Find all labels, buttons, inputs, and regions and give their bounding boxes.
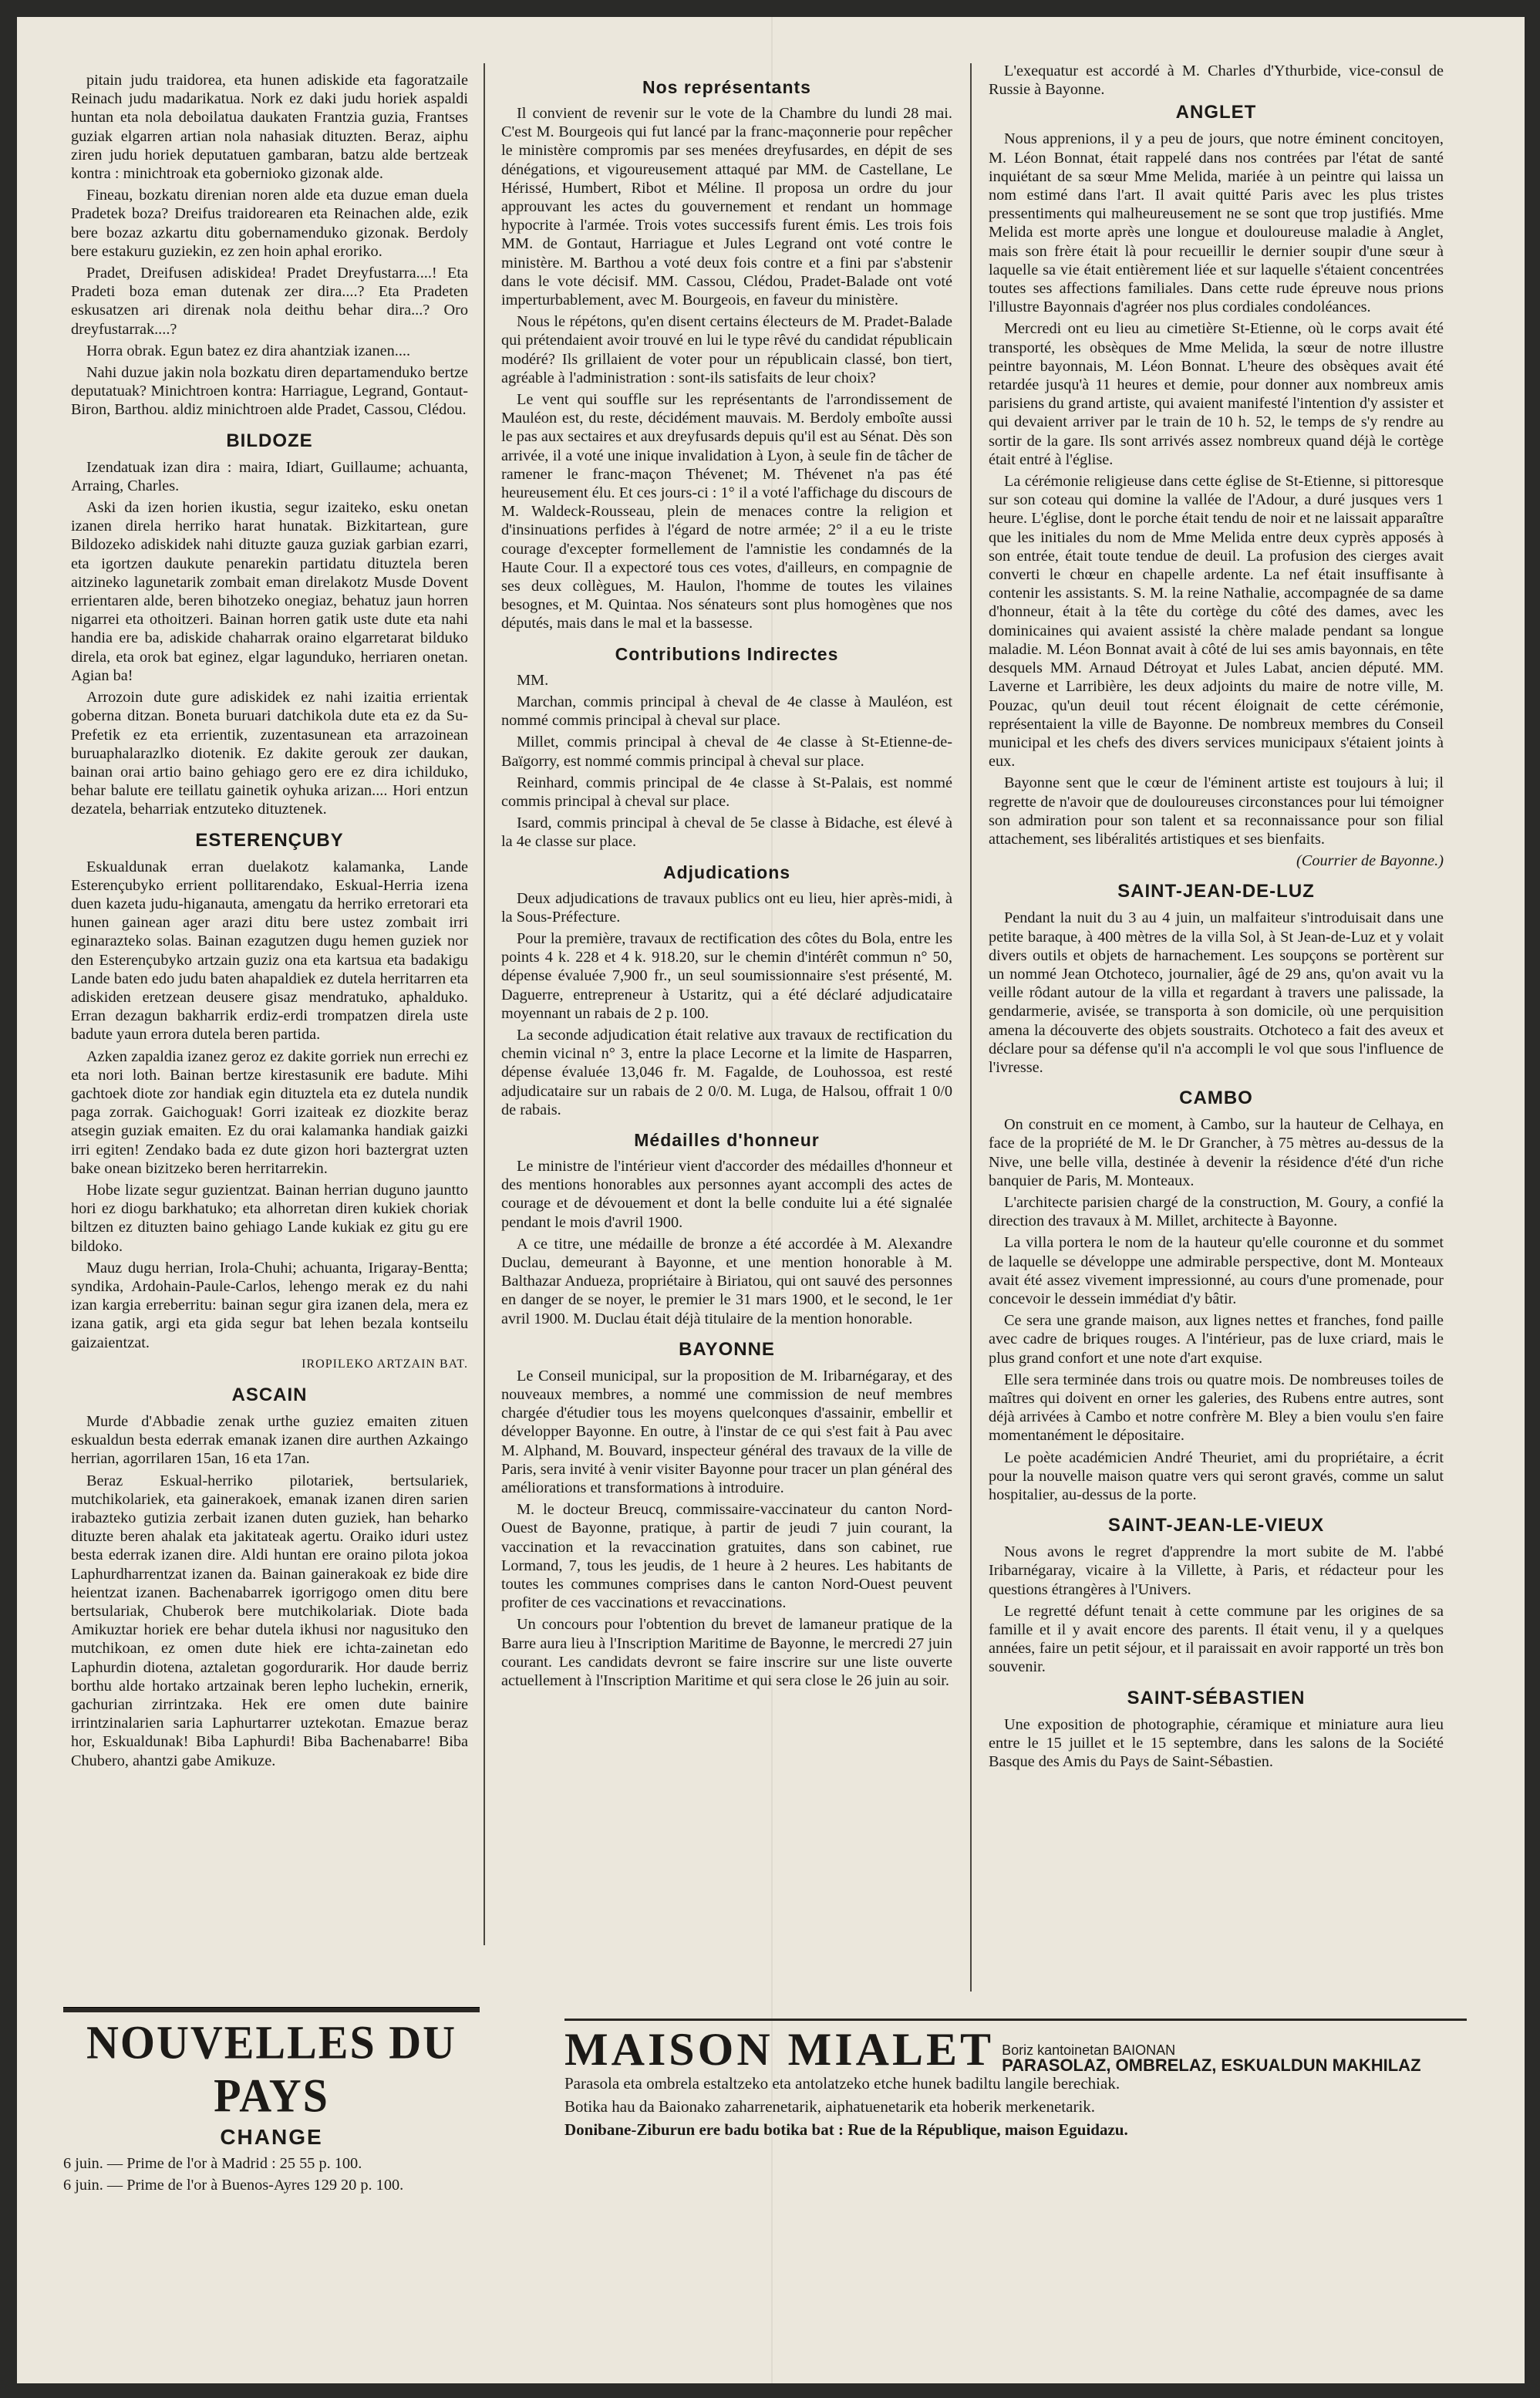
section-heading: Adjudications [662,862,791,882]
paragraph: Bayonne sent que le cœur de l'éminent artiste est toujours à lui; il regrette de n'avoir que de douloureuses circonstances pour lui témoigner son admiration pour son talent et sa reconnaissance pour son filial attachement, ses libéralités artistiques et ses bienfaits. [989,774,1444,848]
paragraph: Nous le répétons, qu'en disent certains électeurs de M. Pradet-Balade qui prétendaient avoir trouvé en lui le type rêvé du candidat républicain modéré? Ils grillaient de voter pour un républicain classé, bon tiert, agréable à l'administration : sont-ils satisfaits de leur choix? [501,313,952,386]
paragraph: Il convient de revenir sur le vote de la Chambre du lundi 28 mai. C'est M. Bourgeois qui fut lancé par la franc-maçonnerie pour repêcher le ministère compromis par ses menées dreyfusardes, en dépit de ses dénégations, et vigoureusement attaqué par MM. de Castellane, Le Hérissé, Humbert, Ribot et Méline. Il proposa un ordre du jour approuvant les actes du gouvernement et rendant un hommage hypocrite à l'armée. Trois votes successifs furent émis. Les trois fois MM. de Gontaut, Harriague et Jules Legrand ont voté contre le ministère. M. Barthou a voté deux fois contre et a fini par s'abstenir dans le vote décisif. MM. Cassou, Clédou, Pradet-Balade ont voté imperturbablement, avec M. Bourgeois, en faveur du ministère. [501,105,952,309]
column-rule [970,63,972,1992]
paragraph: Beraz Eskual-herriko pilotariek, bertsulariek, mutchikolariek, eta gainerakoek, emanak izanen diren sarien irabazteko gutizia zerbait izanen duten guziek, han beharko dituzte beren ahalak eta jakitateak agertu. Oraiko iduri ustez besta ederrak izanen dire. Aldi huntan ere oraino pilota jokoa Laphurdharrentzat izanen da. Bainan gainerakoak ez bide dire heientzat izanen. Bachenabarrek igorrigogo omen ditu bere bertsulariak, Chuberok bere mutchikolariak. Diote bada Amikuztar horiek ere behar dutela ikhusi nor nagusituko den mutchikoan, ez omen dute hiek ere ichta-zainetan edo Laphurdin diotena, aztaletan gogordurarik. Hor daude berriz borthu alde hortako artzainak beren lepho luchekin, ernerik, gachurian zirrintzaka. Hek ere omen dute bainire irrintzinalarien saria Laphurtarrer uztekotan. Emazue beraz hor, Eskualdunak! Biba Laphurdi! Biba Bachenabarre! Biba Chubero, ahantzi gabe Amikuze. [71,1472,468,1769]
ad-line: Donibane-Ziburun ere badu botika bat : Rue de la République, maison Eguidazu. [564,2120,1128,2139]
newspaper-page [17,17,1525,2383]
paragraph: Mauz dugu herrian, Irola-Chuhi; achuanta, Irigaray-Bentta; syndika, Ardohain-Paule-Carlos, lehengo merak ez du nahi izan kargia erreberritu: bainan segur gira izanen dela, mera ez izana gatik, argi eta gida segur bat lehen bezala kontseilu gaizaientzat. [71,1259,468,1351]
paragraph: Hobe lizate segur guzientzat. Bainan herrian duguno jauntto hori ez diogu barkhatuko; eta alhorretan diren kukiek choriak biltzen ez dituzten baino gehiago Lande kukiak ez gitu gu ere bildoko. [71,1181,468,1255]
paragraph: Nahi duzue jakin nola bozkatu diren departamenduko bertze deputatuak? Minichtroen kontra: Harriague, Legrand, Gontaut-Biron, Barthou. aldiz minichtroen alde Pradet, Cassou, Clédou. [71,364,468,419]
section-heading: ANGLET [1175,102,1257,123]
paragraph: Le Conseil municipal, sur la proposition de M. Iribarnégaray, et des nouveaux membres, a nommé une commission de neuf membres chargée d'étudier tous les moyens quelconques d'assainir, embellir et développer Bayonne. En outre, à l'instar de ce qui s'est fait à Pau avec M. Alphand, M. Bouvard, inspecteur général des travaux de la ville de Paris, sera invité à venir visiter Bayonne pour tracer un plan général des améliorations et transformations à introduire. [501,1367,952,1496]
exchange-line: 6 juin. — Prime de l'or à Buenos-Ayres 129 20 p. 100. [63,2177,404,2194]
column-rule [484,63,485,1945]
paragraph: Elle sera terminée dans trois ou quatre mois. De nombreuses toiles de maîtres qui doivent en orner les galeries, des Rubens entre autres, sont déjà arrivées à Cambo et notre confrère M. Bley a bien voulu s'en faire momentanément le dépositaire. [989,1371,1444,1445]
section-heading: ASCAIN [231,1384,308,1405]
paragraph: L'exequatur est accordé à M. Charles d'Ythurbide, vice-consul de Russie à Bayonne. [989,62,1444,99]
paragraph: Fineau, bozkatu direnian noren alde eta duzue eman duela Pradetek boza? Dreifus traidorearen eta Reinachen alde, ezik bere bozaz azkartu ditu gobernamenduko gizonak. Berdoly bere estakuru guziekin, ez zen hoin aphal eroriko. [71,187,468,260]
change-heading: CHANGE [220,2125,323,2149]
paragraph: Nous avons le regret d'apprendre la mort subite de M. l'abbé Iribarnégaray, vicaire à la Villette, à Paris, et rédacteur pour les questions étrangères à l'Univers. [989,1543,1444,1598]
section-heading: SAINT-JEAN-LE-VIEUX [1107,1515,1325,1536]
advertisement [564,2019,1467,2143]
paragraph: Murde d'Abbadie zenak urthe guziez emaiten zituen eskualdun besta ederrak emanak izanen dire aurthen Azkaingo herrian, agorrilaren 15an, 16 eta 17an. [71,1413,468,1468]
paragraph: Izendatuak izan dira : maira, Idiart, Guillaume; achuanta, Arraing, Charles. [71,458,468,494]
paragraph: Le poète académicien André Theuriet, ami du propriétaire, a écrit pour la nouvelle maison quatre vers qui seront gravés, comme un salut hospitalier, au-dessus de la porte. [989,1449,1444,1504]
section-heading: BAYONNE [679,1338,775,1360]
ad-side-line: PARASOLAZ, OMBRELAZ, ESKUALDUN MAKHILAZ [1002,2056,1421,2075]
paragraph: On construit en ce moment, à Cambo, sur la hauteur de Celhaya, en face de la propriété de M. le Dr Grancher, à 75 mètres au-dessus de la Nive, une belle villa, destinée à devenir la résidence d'été d'un riche banquier de Paris, M. Monteaux. [989,1116,1444,1189]
paragraph: Arrozoin dute gure adiskidek ez nahi izaitia errientak goberna ditzan. Boneta buruari datchikola dute eta ez da Su-Prefetik ez eta errientik, zuzentasunean eta arrazoinean buruaphalarazlko diotenik. Ez dakite gerouk zer daukan, bainan orai artio baino gehiago gero ere ez dira ichilduko, behar balute ere teillatu gainetik oyhuka arizan.... Hori entzun dezatela, beharriak entzuteko dituztenek. [71,689,468,818]
exchange-line: 6 juin. — Prime de l'or à Madrid : 25 55 p. 100. [63,2155,362,2172]
paragraph: L'architecte parisien chargé de la construction, M. Goury, a confié la direction des travaux à M. Millet, architecte à Bayonne. [989,1193,1444,1230]
paragraph: La cérémonie religieuse dans cette église de St-Etienne, si pittoresque sur son coteau qui domine la vallée de l'Adour, a duré jusques vers 1 heure. L'église, dont le porche était tendu de noir et ne laissait apparaître que les initiales du nom de Mme Melida entre deux cyprès apposés à son entrée, était toute tendue de deuil. La profusion des cierges avait converti le chœur en chapelle ardente. La nef était insuffisante à contenir les assistants. S. M. la reine Nathalie, accompagnée de sa dame d'honneur, était à la tête du cortège du côté des dames, avec les dominicaines qui avaient assisté la chère malade pendant sa longue maladie. M. Léon Bonnat avait à côté de lui ses amis bayonnais, en tête desquels MM. Arnaud Détroyat et Jules Labat, ancien député. MM. Laverne et Larribière, les deux adjoints du maire de notre ville, M. Pouzac, qu'un deuil tout récent éloignait de cette cérémonie, représentaient la ville de Bayonne. De nombreux membres du Conseil municipal et les chefs des divers services municipaux s'étaient joints à eux. [989,473,1444,771]
paragraph: Une exposition de photographie, céramique et miniature aura lieu entre le 15 juillet et le 15 septembre, dans les salons de la Société Basque des Amis du Pays de Saint-Sébastien. [989,1715,1444,1771]
source-credit: (Courrier de Bayonne.) [1296,852,1444,870]
paragraph: Eskualdunak erran duelakotz kalamanka, Lande Esterençubyko errient pollitarendako, Eskual-Herria izena duen kazeta judu-higanauta, amengatu da herriko erretorari eta hunen gainean ager arazi ditu bere ustez zombait irri eginarazteko solas. Bainan ezagutzen dugu hemen guziek nor den Esterençubyko artzain guziz ona eta kartsua eta badakigu Lande baten edo judu baten ahapaldiek ez dutela herritarren eta adiskiden eretzean deusere gisaz mendratuko, aphalduko. Erran dezagun bakharrik erdiz-erdi trompatzen direla uste badute yaun errora dutela beren partida. [71,858,468,1044]
paragraph: Isard, commis principal à cheval de 5e classe à Bidache, est élevé à la 4e classe sur place. [501,815,952,851]
section-heading: Nos représentants [642,77,811,97]
paragraph: pitain judu traidorea, eta hunen adiskide eta fagoratzaile Reinach judu madarikatua. Nork ez daki judu horiek aspaldi huntan eta nola deboilatua daukaten Frantzia guzia, Frantses guziak elgarren artian nola nahasiak dituzten. Beraz, aiphu ziren judu horiek deputatuen gambaran, batzu alde bertzeak kontra : minichtroak eta gobernioko gizonak alde. [71,72,468,183]
ad-line: Parasola eta ombrela estaltzeko eta antolatzeko etche hunek badiltu langile berechiak. [564,2074,1120,2093]
paragraph: La seconde adjudication était relative aux travaux de rectification du chemin vicinal n° 3, entre la place Lecorne et la limite de Hasparren, dépense évaluée 13,046 fr. M. Fagalde, de Louhossoa, est resté adjudicataire sur un rabais de 2 0/0. M. Luga, de Halsou, offrait 1 0/0 de rabais. [501,1026,952,1118]
section-heading: SAINT-JEAN-DE-LUZ [1117,881,1315,902]
paragraph: Reinhard, commis principal de 4e classe à St-Palais, est nommé commis principal à cheval sur place. [501,774,952,810]
section-heading: ESTERENÇUBY [195,829,344,851]
paragraph: Ce sera une grande maison, aux lignes nettes et franches, fond paille avec cadre de briques rouges. A l'intérieur, pas de luxe criard, mais le plus grand confort et une note d'art exquise. [989,1312,1444,1367]
paragraph: Millet, commis principal à cheval de 4e classe à St-Etienne-de-Baïgorry, est nommé commis principal à cheval sur place. [501,734,952,770]
paragraph: Pour la première, travaux de rectification des côtes du Bola, entre les points 4 k. 228 et 4 k. 918.20, sur le chemin d'intérêt commun n° 50, dépense évaluée 7,900 fr., un seul soumissionnaire s'est présenté, M. Daguerre, entrepreneur à Ustaritz, qui a été déclaré adjudicataire moyennant un rabais de 2 p. 100. [501,929,952,1022]
paragraph: La villa portera le nom de la hauteur qu'elle couronne et du sommet de laquelle se développe une admirable perspective, dont M. Monteaux avait été assez vivement impressionné, au cours d'une promenade, pour concevoir le dessein immédiat d'y bâtir. [989,1234,1444,1307]
paragraph: Marchan, commis principal à cheval de 4e classe à Mauléon, est nommé commis principal à cheval sur place. [501,693,952,730]
signature: IROPILEKO ARTZAIN BAT. [302,1357,468,1371]
section-heading: CAMBO [1179,1088,1253,1109]
nouvelles-title: NOUVELLES DU PAYS [86,2015,457,2123]
ad-side-line: Boriz kantoinetan BAIONAN [1002,2042,1176,2058]
column-right [989,62,1444,1913]
paragraph: Pendant la nuit du 3 au 4 juin, un malfaiteur s'introduisait dans une petite baraque, à 400 mètres de la villa Sol, à St Jean-de-Luz et y volait divers outils et objets de harnachement. Les soupçons se portèrent sur un nommé Jean Otchoteco, journalier, âgé de 29 ans, qu'on avait vu la veille rôdant autour de la villa et regardant à travers une palissade, la gendarmerie, avisée, se transporta à son domicile, où une perquisition amena la découverte des objets soustraits. Otchoteco a fait des aveux et déclare pour sa défense qu'il n'a accompli le vol que sous l'influence de l'ivresse. [989,909,1444,1076]
section-heading: BILDOZE [226,430,313,451]
paragraph: Le regretté défunt tenait à cette commune par les origines de sa famille et il y avait encore des parents. Il était venu, il y a quelques années, faire un petit séjour, et il paraissait en avoir rapporté un très bon souvenir. [989,1602,1444,1676]
paragraph: Aski da izen horien ikustia, segur izaiteko, esku onetan izanen direla herriko harat hunatak. Bizkitartean, gure Bildozeko adiskidek nahi dituzte gauza guziak garbian ezarri, eta igortzen daukute penarekin partidatu dituztela beren aitzineko lagunetarik zombait eman direlakotz Musde Dovent errientaren alde, beren bihotzeko onegiaz, behatuz jaun horren nigarrei eta othoitzeri. Bainan horren gatik uste dute eta nahi handia ere ba, adiskide chaharrak oraino elgarretarat bilduko direla, eta orok bat eginez, elgar lagunduko, herriaren onetan. Agian ba! [71,499,468,684]
paragraph: Pradet, Dreifusen adiskidea! Pradet Dreyfustarra....! Eta Pradeti boza eman dutenak zer dira....? Eta Pradeten eskusatzen ari direnak nola deithu behar dira...? Oro dreyfustarrak....? [71,265,468,338]
column-middle [501,77,952,1913]
ad-brand: MAISON MIALET [564,2024,995,2075]
ad-side-text [1002,2042,1420,2073]
paragraph: Deux adjudications de travaux publics ont eu lieu, hier après-midi, à la Sous-Préfecture. [501,889,952,926]
column-left [71,71,468,2015]
paragraph: A ce titre, une médaille de bronze a été accordée à M. Alexandre Duclau, demeurant à Bayonne, et une mention honorable à M. Balthazar Andueza, propriétaire à Biriatou, qui ont sauvé des personnes en danger de se noyer, le premier le 31 mars 1900, et le second, le 1er avril 1900. M. Duclau était déjà titulaire de la mention honorable. [501,1235,952,1327]
paragraph: MM. [517,671,549,689]
paragraph: Nous apprenions, il y a peu de jours, que notre éminent concitoyen, M. Léon Bonnat, était rappelé dans nos contrées par l'état de santé inquiétant de sa sœur Mme Melida, mariée à un peintre qui laissa un nom estimé dans l'art. Il avait quitté Paris avec les plus tristes pressentiments qui malheureusement ne se sont que trop justifiés. Mme Melida est morte après une longue et douloureuse maladie à Anglet, mais son frère était là pour recueillir le dernier soupir d'une sœur à laquelle sa vie était entièrement liée et sur laquelle s'étaient concentrées toutes ses affections familiales. Dans cette rude épreuve nous prions l'illustre Bayonnais d'agréer nos plus cordiales condoléances. [989,130,1444,316]
paragraph: Horra obrak. Egun batez ez dira ahantziak izanen.... [86,342,411,359]
paragraph: Le ministre de l'intérieur vient d'accorder des médailles d'honneur et des mentions honorables aux personnes ayant accompli des actes de courage et de dévouement et dont la belle conduite lui a été signalée pendant le mois d'avril 1900. [501,1157,952,1231]
section-heading: SAINT-SÉBASTIEN [1127,1687,1306,1708]
ad-line: Botika hau da Baionako zaharrenetarik, aiphatuenetarik eta hoberik merkenetarik. [564,2097,1096,2116]
paragraph: Un concours pour l'obtention du brevet de lamaneur pratique de la Barre aura lieu à l'Inscription Maritime de Bayonne, le mercredi 27 juin courant. Les candidats devront se faire inscrire sur une liste ouverte actuellement à l'Inscription Maritime et qui sera close le 26 juin au soir. [501,1616,952,1690]
paragraph: M. le docteur Breucq, commissaire-vaccinateur du canton Nord-Ouest de Bayonne, pratique, à partir de jeudi 7 juin courant, la vaccination et la revaccination gratuites, dans son cabinet, rue Lormand, 7, tous les jeudis, de 1 heure à 2 heures. Les habitants de toutes les communes comprises dans le canton Nord-Ouest peuvent profiter de ces vaccinations et revaccinations. [501,1501,952,1612]
section-heading: Médailles d'honneur [634,1129,820,1150]
nouvelles-block [63,2007,480,2197]
paragraph: Azken zapaldia izanez geroz ez dakite gorriek nun errechi ez eta nori loth. Bainan bertze kirestasunik ere badute. Mihi gachtoek diote zor handiak egin dituztela eta ez dutela nundik paga zorrak. Gaichoguak! Gorri izaiteak ez diozkite beraz atsegin guziak emaiten. Ez du orai kalamanka handiak gaizki irri egiten! Zendako bada ez dute gizon hori baztergrat uzten bake onean bizitzeko beren herritarrekin. [71,1047,468,1177]
paragraph: Le vent qui souffle sur les représentants de l'arrondissement de Mauléon est, du reste, décidément mauvais. M. Berdoly emboîte aussi le pas aux sectaires et aux dreyfusards depuis qu'il est au Sénat. Dès son arrivée, il a voté une inique invalidation à Lyon, à seule fin de tâcher de ramener le franc-maçon Thévenet; M. Thévenet n'a pas été heureusement élu. Et ces jours-ci : 1° il a voté l'affichage du discours de M. Waldeck-Rousseau, plein de menaces contre la religion et d'insinuations perfides à l'égard de notre armée; 2° il a eu le triste courage d'excepter formellement de l'amnistie les condamnés de la Haute Cour. Il a expectoré tous ces votes, d'ailleurs, en compagnie de ses deux collègues, M. Haulon, l'homme de toutes les vilaines besognes, et M. Quintaa. Nos sénateurs sont plus homogènes que nos députés, mais dans le mal et la bassesse. [501,391,952,632]
divider [63,2007,480,2012]
section-heading: Contributions Indirectes [615,643,839,664]
paragraph: Mercredi ont eu lieu au cimetière St-Etienne, où le corps avait été transporté, les obsèques de Mme Melida, la sœur de notre illustre peintre bayonnais, M. Léon Bonnat. L'heure des obsèques avait été retardée jusqu'à 11 heures et demie, pour donner aux nombreux amis parisiens du grand artiste, qui avaient manifesté l'intention d'y assister et qui devaient arriver par le train de 10 h. 52, le temps de s'y rendre au sortir de la gare. Ils sont arrivés assez nombreux quand déjà le cortège était entré à l'église. [989,320,1444,468]
